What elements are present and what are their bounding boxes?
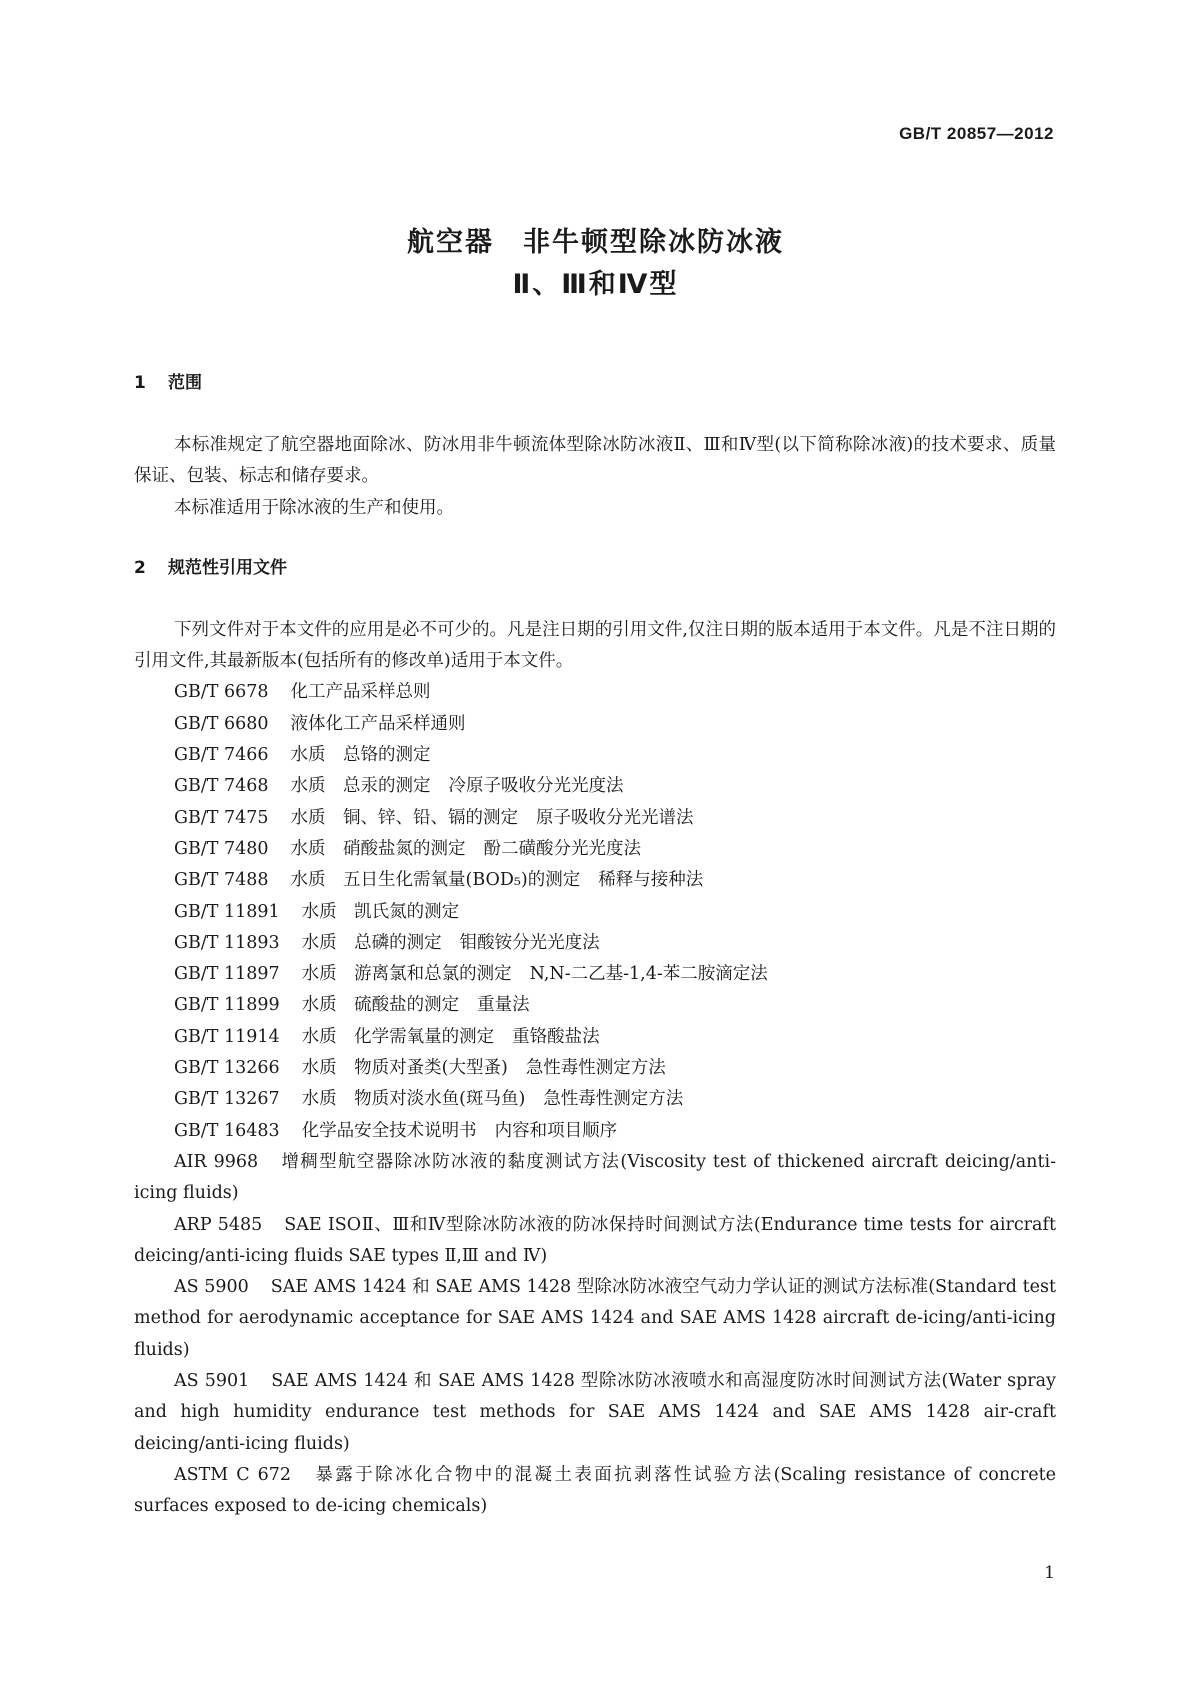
reference-item [134, 959, 1056, 990]
title-line-1: 航空器 非牛顿型除冰防冰液 [407, 227, 784, 258]
references-intro: 下列文件对于本文件的应用是必不可少的。凡是注日期的引用文件,仅注日期的版本适用于本文件。凡是不注日期的引用文件,其最新版本(包括所有的修改单)适用于本文件。 [134, 619, 1056, 672]
reference-code: GB/T 13266 [174, 1058, 280, 1079]
document-title [0, 222, 1191, 306]
reference-item [134, 865, 1056, 896]
section-1-heading [134, 368, 1056, 398]
reference-text: SAE ISOⅡ、Ⅲ和Ⅳ型除冰防冰液的防冰保持时间测试方法(Endurance time tests for aircraft deicing/anti-icing fluids SAE types Ⅱ,Ⅲ and Ⅳ) [134, 1214, 1056, 1266]
reference-title: 水质 游离氯和总氯的测定 [301, 964, 512, 985]
long-reference-item [134, 1460, 1056, 1523]
reference-title: 液体化工产品采样通则 [290, 713, 466, 734]
reference-title: 化学品安全技术说明书 [301, 1120, 477, 1141]
reference-code: GB/T 11891 [174, 901, 280, 922]
reference-item [134, 1084, 1056, 1115]
reference-method: 原子吸收分光光谱法 [536, 807, 694, 828]
reference-method: N,N-二乙基-1,4-苯二胺滴定法 [529, 964, 768, 985]
reference-title: 水质 总磷的测定 [301, 932, 442, 953]
reference-title: 水质 硝酸盐氮的测定 [290, 838, 466, 859]
reference-code: GB/T 13267 [174, 1089, 280, 1110]
reference-code: GB/T 7488 [174, 870, 269, 891]
reference-code: GB/T 7466 [174, 745, 269, 766]
reference-code: GB/T 11914 [174, 1026, 280, 1047]
reference-method: 内容和项目顺序 [494, 1120, 618, 1141]
section-2-number: 2 [134, 557, 146, 578]
reference-code: GB/T 7475 [174, 807, 269, 828]
document-body [134, 368, 1056, 1523]
reference-title: 水质 五日生化需氧量(BOD₅)的测定 [290, 870, 581, 891]
reference-code: GB/T 7480 [174, 838, 269, 859]
long-reference-item [134, 1147, 1056, 1210]
reference-item [134, 740, 1056, 771]
reference-item [134, 834, 1056, 865]
section-2-heading [134, 553, 1056, 583]
reference-code: GB/T 7468 [174, 776, 269, 797]
reference-text: SAE AMS 1424 和 SAE AMS 1428 型除冰防冰液空气动力学认证的测试方法标准(Standard test method for aerodynamic acceptance for SAE AMS 1424 and SAE AMS 1428 aircraft de-icing/anti-icing fluids) [134, 1277, 1056, 1360]
reference-item [134, 1022, 1056, 1053]
reference-method: 急性毒性测定方法 [525, 1058, 666, 1079]
reference-method: 钼酸铵分光光度法 [459, 932, 600, 953]
reference-text: 增稠型航空器除冰防冰液的黏度测试方法(Viscosity test of thickened aircraft deicing/anti-icing fluids) [134, 1151, 1056, 1204]
reference-code: AS 5901 [174, 1371, 250, 1392]
page-number: 1 [1044, 1563, 1055, 1583]
section-1-number: 1 [134, 373, 146, 393]
reference-title: 水质 化学需氧量的测定 [301, 1026, 495, 1047]
reference-item [134, 990, 1056, 1021]
reference-code: ARP 5485 [174, 1214, 263, 1235]
reference-method: 重量法 [477, 995, 530, 1016]
reference-item [134, 1053, 1056, 1084]
reference-item [134, 928, 1056, 959]
reference-code: AS 5900 [174, 1277, 249, 1298]
standard-code: GB/T 20857—2012 [899, 124, 1054, 143]
section-2-title: 规范性引用文件 [168, 557, 287, 578]
reference-item [134, 1116, 1056, 1147]
reference-code: GB/T 11897 [174, 964, 280, 985]
reference-item [134, 709, 1056, 740]
reference-code: AIR 9968 [174, 1151, 259, 1172]
reference-title: 化工产品采样总则 [290, 682, 431, 703]
scope-paragraph-2: 本标准适用于除冰液的生产和使用。 [174, 497, 454, 518]
reference-method: 重铬酸盐法 [512, 1026, 600, 1047]
reference-code: GB/T 16483 [174, 1120, 280, 1141]
reference-title: 水质 物质对淡水鱼(斑马鱼) [301, 1089, 526, 1110]
reference-title: 水质 总汞的测定 [290, 776, 431, 797]
long-reference-item [134, 1272, 1056, 1366]
reference-item [134, 803, 1056, 834]
reference-code: GB/T 11893 [174, 932, 280, 953]
reference-title: 水质 物质对蚤类(大型蚤) [301, 1058, 508, 1079]
reference-title: 水质 总铬的测定 [290, 745, 431, 766]
reference-method: 稀释与接种法 [598, 870, 704, 891]
title-line-2: Ⅱ、Ⅲ和Ⅳ型 [512, 269, 679, 300]
long-reference-item [134, 1210, 1056, 1273]
reference-code: GB/T 6680 [174, 713, 269, 734]
section-1-title: 范围 [168, 373, 202, 393]
reference-code: GB/T 11899 [174, 995, 280, 1016]
reference-title: 水质 凯氏氮的测定 [301, 901, 460, 922]
scope-paragraph-1: 本标准规定了航空器地面除冰、防冰用非牛顿流体型除冰防冰液Ⅱ、Ⅲ和Ⅳ型(以下简称除冰液)的技术要求、质量保证、包装、标志和储存要求。 [134, 435, 1056, 487]
long-reference-item [134, 1366, 1056, 1460]
reference-text: SAE AMS 1424 和 SAE AMS 1428 型除冰防冰液喷水和高湿度防冰时间测试方法(Water spray and high humidity endurance test methods for SAE AMS 1424 and SAE AMS 1428 air-craft deicing/anti-icing fluids) [134, 1371, 1056, 1454]
reference-method: 急性毒性测定方法 [543, 1089, 684, 1110]
reference-method: 冷原子吸收分光光度法 [448, 776, 624, 797]
reference-item [134, 677, 1056, 708]
reference-item [134, 771, 1056, 802]
reference-code: ASTM C 672 [174, 1464, 291, 1485]
reference-title: 水质 铜、锌、铅、镉的测定 [290, 807, 519, 828]
reference-method: 酚二磺酸分光光度法 [483, 838, 642, 859]
reference-item [134, 897, 1056, 928]
reference-title: 水质 硫酸盐的测定 [301, 995, 460, 1016]
reference-text: 暴露于除冰化合物中的混凝土表面抗剥落性试验方法(Scaling resistance of concrete surfaces exposed to de-icing chemicals) [134, 1464, 1056, 1517]
reference-code: GB/T 6678 [174, 682, 269, 703]
